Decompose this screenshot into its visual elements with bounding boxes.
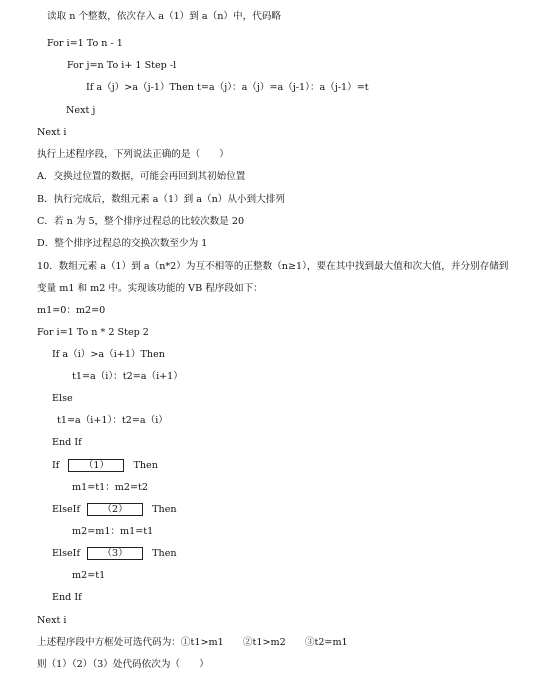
question-10-ask: 则（1）（2）（3）处代码依次为（ ） [37,659,209,670]
code-line-assign-3: m1=t1：m2=t2 [72,482,148,493]
code-line-next-j: Next j [66,105,96,116]
option-b: B．执行完成后，数组元素 a（1）到 a（n）从小到大排列 [37,194,285,205]
question-stem: 执行上述程序段，下列说法正确的是（ ） [37,149,229,160]
option-a: A．交换过位置的数据，可能会再回到其初始位置 [37,171,246,182]
code-line-elseif-blank-2 [52,503,177,516]
keyword-then: Then [133,460,158,471]
answer-blank-1: （1） [68,459,124,472]
question-10-stem: 10．数组元素 a（1）到 a（n*2）为互不相等的正整数（n≥1），要在其中找到最大值和次大值，并分别存储到 [37,261,509,272]
keyword-elseif: ElseIf [52,548,81,559]
keyword-then: Then [152,548,177,559]
candidate-codes: 上述程序段中方框处可选代码为：①t1>m1 ②t1>m2 ③t2=m1 [37,637,348,648]
answer-blank-2: （2） [87,503,143,516]
code-line-else: Else [52,393,73,404]
code-line-end-if: End If [52,437,82,448]
keyword-elseif: ElseIf [52,504,81,515]
code-line-end-if-2: End If [52,592,82,603]
code-line-for-i: For i=1 To n - 1 [47,38,123,49]
code-line-if-compare: If a（i）>a（i+1）Then [52,349,165,360]
keyword-if: If [52,460,60,471]
code-line-assign-5: m2=t1 [72,570,106,581]
code-line-elseif-blank-3 [52,547,177,560]
code-comment-line: 读取 n 个整数，依次存入 a（1）到 a（n）中，代码略 [47,11,281,22]
code-line-if-blank-1 [52,459,158,472]
code-line-init: m1=0：m2=0 [37,305,106,316]
option-d: D．整个排序过程总的交换次数至少为 1 [37,238,208,249]
code-line-if-swap: If a（j）>a（j-1）Then t=a（j）：a（j）=a（j-1）：a（j-1）=t [86,82,369,93]
code-line-assign-4: m2=m1：m1=t1 [72,526,154,537]
question-10-stem-cont: 变量 m1 和 m2 中。实现该功能的 VB 程序段如下： [37,283,263,294]
code-line-next-i: Next i [37,127,67,138]
answer-blank-3: （3） [87,547,143,560]
code-line-for-j: For j=n To i+ 1 Step -l [67,60,177,71]
keyword-then: Then [152,504,177,515]
code-line-assign-1: t1=a（i）：t2=a（i+1） [72,371,183,382]
code-line-assign-2: t1=a（i+1）：t2=a（i） [57,415,168,426]
code-line-for: For i=1 To n * 2 Step 2 [37,327,149,338]
code-line-next-i-2: Next i [37,615,67,626]
option-c: C．若 n 为 5，整个排序过程总的比较次数是 20 [37,216,245,227]
